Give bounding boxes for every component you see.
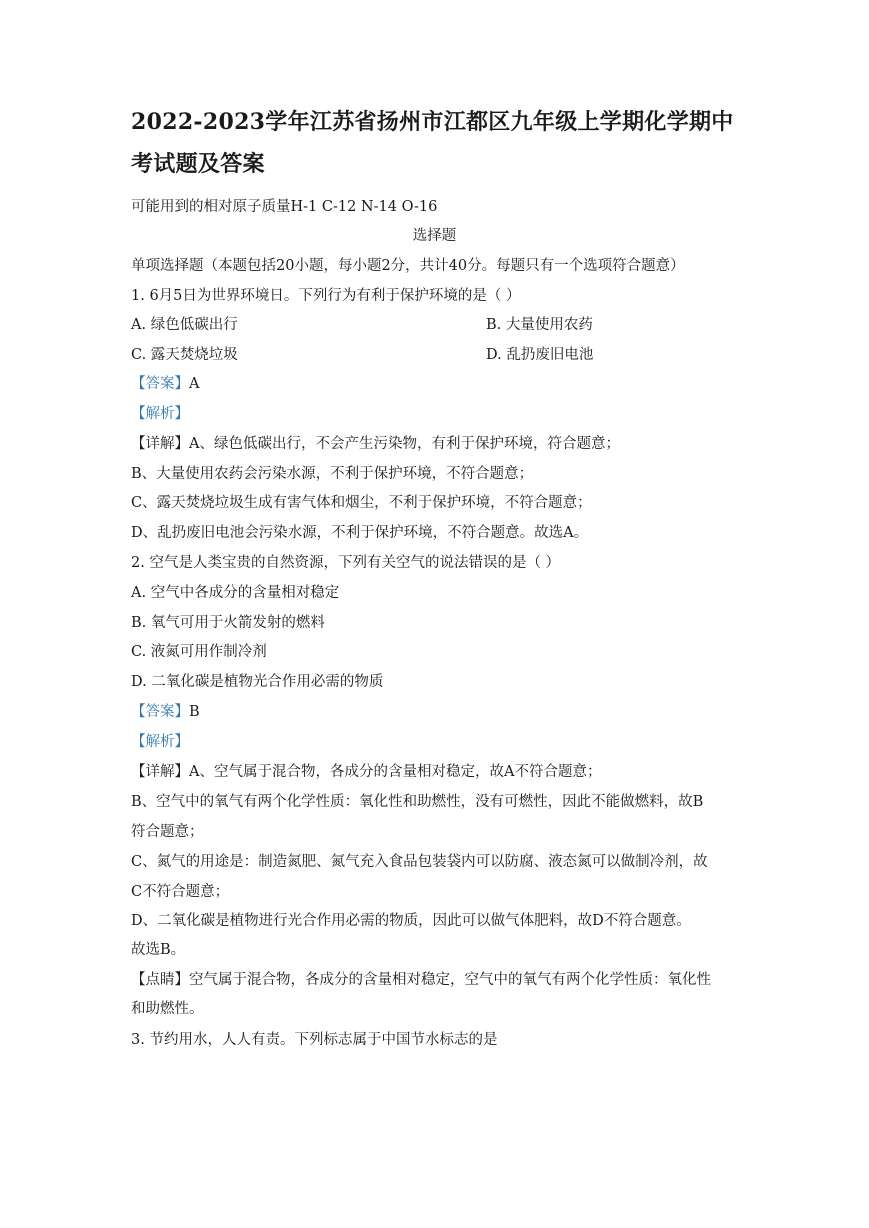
q2-detail-line <box>131 762 601 782</box>
document-title-line2: 考试题及答案 <box>131 151 265 177</box>
q2-stem: 2. 空气是人类宝贵的自然资源，下列有关空气的说法错误的是（ ） <box>131 555 561 571</box>
q2-detail-line: 符合题意； <box>131 824 204 840</box>
q2-option-a: A. 空气中各成分的含量相对稳定 <box>131 585 340 601</box>
q2-comment-text: 空气属于混合物，各成分的含量相对稳定，空气中的氧气有两个化学性质：氧化性 <box>189 972 711 988</box>
q1-option-a: A. 绿色低碳出行 <box>131 317 238 333</box>
q2-detail-line: 故选B。 <box>131 942 186 958</box>
q3-stem: 3. 节约用水，人人有责。下列标志属于中国节水标志的是 <box>131 1032 498 1048</box>
q1-detail-line: B、大量使用农药会污染水源，不利于保护环境，不符合题意； <box>131 466 534 482</box>
q1-detail-tag: 【详解】 <box>131 436 189 452</box>
q1-answer-tag: 【答案】 <box>131 376 189 392</box>
q2-answer <box>131 702 200 722</box>
q1-answer <box>131 374 199 394</box>
q2-analysis-tag: 【解析】 <box>131 734 189 750</box>
q2-detail-text: A、空气属于混合物，各成分的含量相对稳定，故A不符合题意； <box>189 764 602 780</box>
q1-option-c: C. 露天焚烧垃圾 <box>131 347 238 363</box>
q2-detail-line: C、氮气的用途是：制造氮肥、氮气充入食品包装袋内可以防腐、液态氮可以做制冷剂，故 <box>131 854 708 870</box>
q2-analysis <box>131 732 189 752</box>
q1-detail-line: D、乱扔废旧电池会污染水源，不利于保护环境，不符合题意。故选A。 <box>131 525 589 541</box>
q2-comment-line: 和助燃性。 <box>131 1001 204 1017</box>
q1-option-b: B. 大量使用农药 <box>486 317 593 333</box>
q2-option-b: B. 氧气可用于火箭发射的燃料 <box>131 615 325 631</box>
q2-answer-tag: 【答案】 <box>131 704 189 720</box>
q1-answer-value: A <box>189 376 200 392</box>
atomic-mass-line: 可能用到的相对原子质量H-1 C-12 N-14 O-16 <box>131 199 438 215</box>
q1-analysis-tag: 【解析】 <box>131 406 189 422</box>
q2-detail-tag: 【详解】 <box>131 764 189 780</box>
q2-detail-line: D、二氧化碳是植物进行光合作用必需的物质，因此可以做气体肥料，故D不符合题意。 <box>131 913 691 929</box>
q2-option-c: C. 液氮可用作制冷剂 <box>131 644 267 660</box>
q1-detail-line <box>131 434 620 454</box>
q1-detail-line: C、露天焚烧垃圾生成有害气体和烟尘，不利于保护环境，不符合题意； <box>131 495 592 511</box>
document-title-line1: 2022-2023学年江苏省扬州市江都区九年级上学期化学期中 <box>131 109 734 135</box>
q2-detail-line: B、空气中的氧气有两个化学性质：氧化性和助燃性，没有可燃性，因此不能做燃料，故B <box>131 794 704 810</box>
q2-comment-line <box>131 970 711 990</box>
q1-detail-text: A、绿色低碳出行，不会产生污染物，有利于保护环境，符合题意； <box>189 436 620 452</box>
instruction-line: 单项选择题（本题包括20小题，每小题2分，共计40分。每题只有一个选项符合题意） <box>131 258 685 274</box>
q2-option-d: D. 二氧化碳是植物光合作用必需的物质 <box>131 674 384 690</box>
section-heading: 选择题 <box>412 228 457 244</box>
q1-analysis <box>131 404 189 424</box>
q2-detail-line: C不符合题意； <box>131 884 230 900</box>
q2-answer-value: B <box>189 704 200 720</box>
q2-comment-tag: 【点睛】 <box>131 972 189 988</box>
q1-option-d: D. 乱扔废旧电池 <box>486 347 594 363</box>
q1-stem: 1. 6月5日为世界环境日。下列行为有利于保护环境的是（ ） <box>131 288 521 304</box>
